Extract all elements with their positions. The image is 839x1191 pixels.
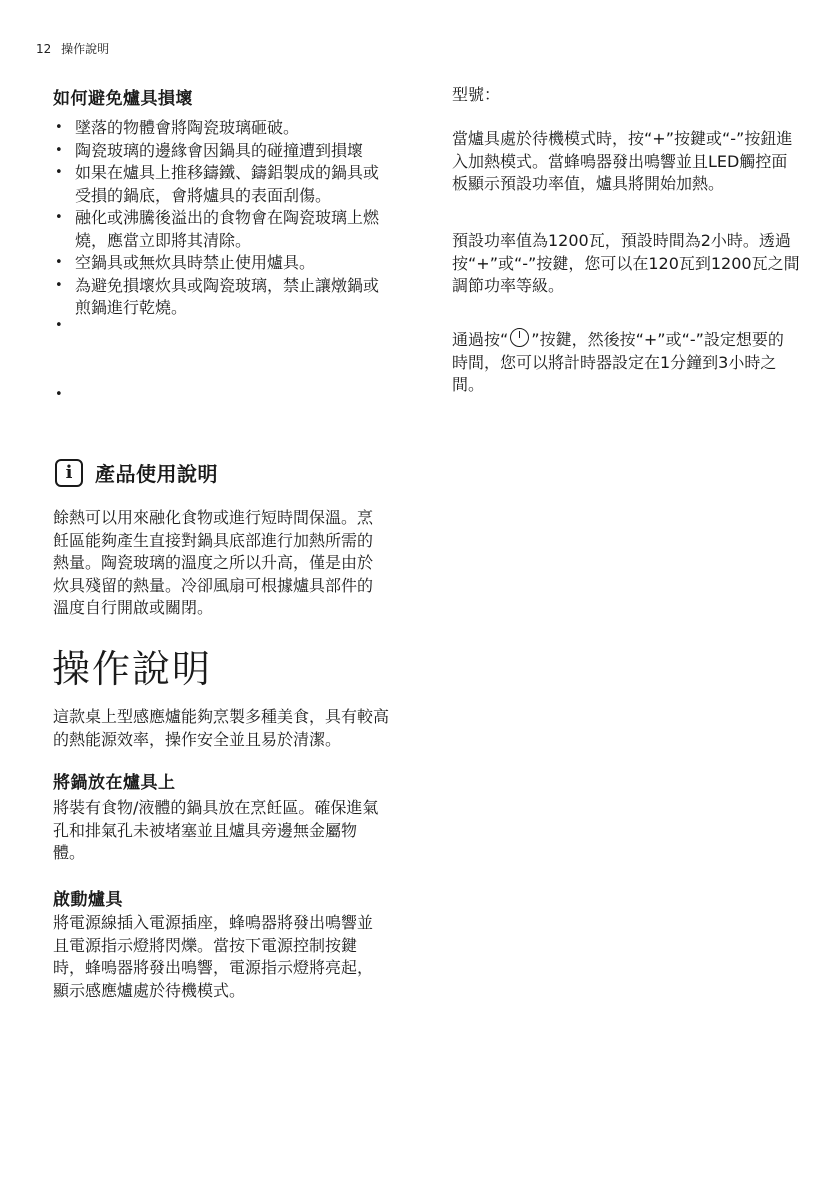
timer-text-after: ”按鍵，然後按“+”或“-”設定想要的時間，您可以將計時器設定在1分鐘到3小時之間。 xyxy=(452,330,784,394)
list-item: • 為避免損壞炊具或陶瓷玻璃，禁止讓燉鍋或煎鍋進行乾燒。 xyxy=(53,275,388,320)
timer-paragraph xyxy=(452,328,797,397)
list-item: • 如果在爐具上推移鑄鐵、鑄鋁製成的鍋具或受損的鍋底，會將爐具的表面刮傷。 xyxy=(53,162,388,207)
power-setting-paragraph: 預設功率值為1200瓦，預設時間為2小時。透過按“+”或“-”按鍵，您可以在120瓦到1200瓦之間調節功率等級。 xyxy=(452,231,800,295)
operation-title: 操作說明 xyxy=(52,647,213,691)
place-pot-heading: 將鍋放在爐具上 xyxy=(53,773,176,793)
place-pot-paragraph: 將裝有食物/液體的鍋具放在烹飪區。確保進氣孔和排氣孔未被堵塞並且爐具旁邊無金屬物體。 xyxy=(53,798,379,862)
list-item: • 空鍋具或無炊具時禁止使用爐具。 xyxy=(53,252,388,275)
list-item: • 墜落的物體會將陶瓷玻璃砸破。 xyxy=(53,117,388,140)
avoid-damage-list xyxy=(53,117,388,320)
list-item: • 陶瓷玻璃的邊緣會因鍋具的碰撞遭到損壞 xyxy=(53,140,388,163)
avoid-damage-heading: 如何避免爐具損壞 xyxy=(53,89,193,109)
list-item: • 融化或沸騰後溢出的食物會在陶瓷玻璃上燃燒，應當立即將其清除。 xyxy=(53,207,388,252)
model-label: 型號： xyxy=(452,85,501,104)
heating-mode-paragraph: 當爐具處於待機模式時，按“+”按鍵或“-”按鈕進入加熱模式。當蜂鳴器發出鳴響並且LED觸控面板顯示預設功率值，爐具將開始加熱。 xyxy=(452,129,793,193)
info-icon: i xyxy=(55,459,83,487)
page-header xyxy=(36,40,109,57)
timer-text-before: 通過按“ xyxy=(452,330,509,349)
start-paragraph: 將電源線插入電源插座，蜂鳴器將發出鳴響並且電源指示燈將閃爍。當按下電源控制按鍵時，蜂鳴器將發出鳴響，電源指示燈將亮起，顯示感應爐處於待機模式。 xyxy=(53,913,374,1000)
operation-intro: 這款桌上型感應爐能夠烹製多種美食，具有較高的熱能源效率，操作安全並且易於清潔。 xyxy=(53,707,390,749)
product-usage-paragraph: 餘熱可以用來融化食物或進行短時間保溫。烹飪區能夠產生直接對鍋具底部進行加熱所需的熱量。陶瓷玻璃的溫度之所以升高，僅是由於炊具殘留的熱量。冷卻風扇可根據爐具部件的溫度自行開啟或關閉。 xyxy=(53,508,374,617)
page-number: 12 xyxy=(36,42,52,56)
product-usage-title: 產品使用說明 xyxy=(95,462,218,486)
power-timer-icon xyxy=(510,328,529,347)
start-heading: 啟動爐具 xyxy=(53,890,123,910)
product-usage-heading xyxy=(55,458,218,487)
header-section-title: 操作說明 xyxy=(61,42,110,56)
